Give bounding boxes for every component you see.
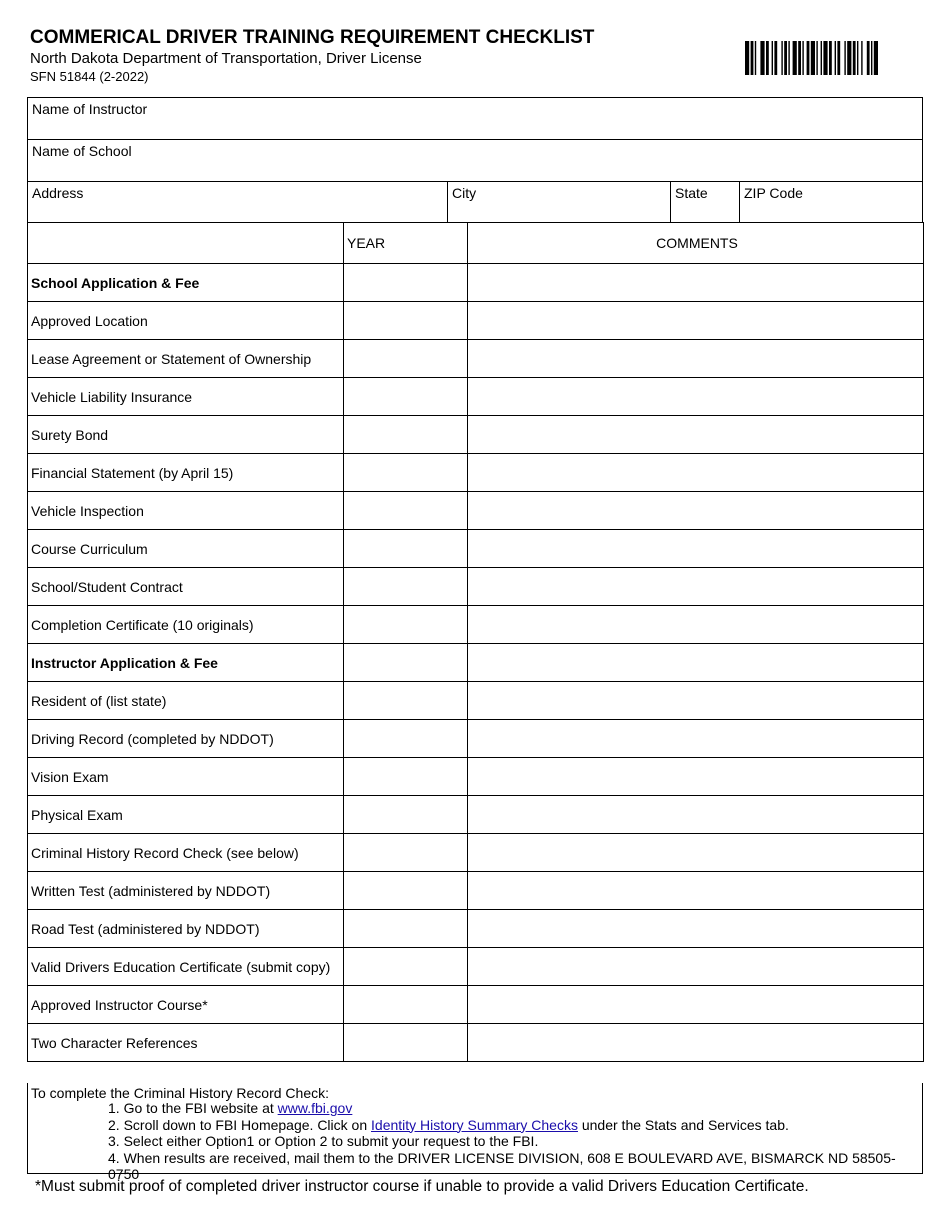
form-title: COMMERICAL DRIVER TRAINING REQUIREMENT CHECKLIST <box>30 27 595 48</box>
requirement-label: Resident of (list state) <box>28 682 344 720</box>
table-row <box>28 682 924 720</box>
requirement-label: Vehicle Liability Insurance <box>28 378 344 416</box>
form-number: SFN 51844 (2-2022) <box>30 69 149 84</box>
school-name-field[interactable] <box>28 140 922 182</box>
zip-field[interactable] <box>740 182 922 222</box>
comments-input-cell[interactable] <box>468 416 924 454</box>
barcode-image <box>745 41 911 75</box>
school-name-label: Name of School <box>32 143 132 159</box>
year-input-cell[interactable] <box>344 264 468 302</box>
fbi-website-link[interactable]: www.fbi.gov <box>277 1100 353 1116</box>
table-row <box>28 720 924 758</box>
table-row <box>28 986 924 1024</box>
table-row <box>28 302 924 340</box>
requirement-label: Written Test (administered by NDDOT) <box>28 872 344 910</box>
year-input-cell[interactable] <box>344 340 468 378</box>
year-input-cell[interactable] <box>344 986 468 1024</box>
requirement-label: Road Test (administered by NDDOT) <box>28 910 344 948</box>
header-year: YEAR <box>344 223 468 264</box>
requirement-label: Two Character References <box>28 1024 344 1062</box>
comments-input-cell[interactable] <box>468 1024 924 1062</box>
requirement-label: Criminal History Record Check (see below) <box>28 834 344 872</box>
table-row <box>28 264 924 302</box>
table-row <box>28 378 924 416</box>
state-field[interactable] <box>671 182 739 222</box>
checklist-table <box>27 222 924 1062</box>
year-input-cell[interactable] <box>344 834 468 872</box>
table-row <box>28 606 924 644</box>
year-input-cell[interactable] <box>344 416 468 454</box>
comments-input-cell[interactable] <box>468 492 924 530</box>
zip-label: ZIP Code <box>744 185 803 201</box>
comments-input-cell[interactable] <box>468 948 924 986</box>
instructions-intro: To complete the Criminal History Record Check: <box>31 1085 329 1101</box>
requirement-label: Instructor Application & Fee <box>28 644 344 682</box>
state-label: State <box>675 185 708 201</box>
requirement-label: School/Student Contract <box>28 568 344 606</box>
comments-input-cell[interactable] <box>468 720 924 758</box>
year-input-cell[interactable] <box>344 492 468 530</box>
comments-input-cell[interactable] <box>468 644 924 682</box>
table-row <box>28 758 924 796</box>
requirement-label: Physical Exam <box>28 796 344 834</box>
requirement-label: Lease Agreement or Statement of Ownership <box>28 340 344 378</box>
table-row <box>28 644 924 682</box>
comments-input-cell[interactable] <box>468 302 924 340</box>
city-label: City <box>452 185 477 201</box>
identity-history-link[interactable]: Identity History Summary Checks <box>371 1116 578 1133</box>
comments-input-cell[interactable] <box>468 796 924 834</box>
table-row <box>28 796 924 834</box>
comments-input-cell[interactable] <box>468 910 924 948</box>
instruction-step-2: 2. Scroll down to FBI Homepage. Click on Identity History Summary Checks under the Stats and Services tab. <box>108 1116 789 1133</box>
comments-input-cell[interactable] <box>468 872 924 910</box>
year-input-cell[interactable] <box>344 872 468 910</box>
comments-input-cell[interactable] <box>468 264 924 302</box>
table-row <box>28 910 924 948</box>
comments-input-cell[interactable] <box>468 454 924 492</box>
table-row <box>28 492 924 530</box>
instructor-name-field[interactable] <box>28 98 922 140</box>
requirement-label: Driving Record (completed by NDDOT) <box>28 720 344 758</box>
table-row <box>28 454 924 492</box>
year-input-cell[interactable] <box>344 530 468 568</box>
table-header-row <box>28 223 924 264</box>
year-input-cell[interactable] <box>344 796 468 834</box>
requirement-label: Vehicle Inspection <box>28 492 344 530</box>
city-field[interactable] <box>448 182 670 222</box>
year-input-cell[interactable] <box>344 644 468 682</box>
table-row <box>28 530 924 568</box>
comments-input-cell[interactable] <box>468 606 924 644</box>
address-field[interactable] <box>28 182 447 222</box>
year-input-cell[interactable] <box>344 758 468 796</box>
header-item-cell <box>28 223 344 264</box>
instructions-list <box>88 1100 922 1183</box>
table-row <box>28 340 924 378</box>
instructor-name-label: Name of Instructor <box>32 101 148 117</box>
year-input-cell[interactable] <box>344 948 468 986</box>
year-input-cell[interactable] <box>344 910 468 948</box>
requirement-label: Course Curriculum <box>28 530 344 568</box>
table-row <box>28 948 924 986</box>
requirement-label: School Application & Fee <box>28 264 344 302</box>
comments-input-cell[interactable] <box>468 834 924 872</box>
requirement-label: Approved Instructor Course* <box>28 986 344 1024</box>
table-row <box>28 834 924 872</box>
table-row <box>28 568 924 606</box>
requirement-label: Approved Location <box>28 302 344 340</box>
instruction-step-4: 4. When results are received, mail them to the DRIVER LICENSE DIVISION, 608 E BOULEVARD AVE, BISMARCK ND 58505-0750 <box>108 1149 896 1182</box>
requirement-label: Surety Bond <box>28 416 344 454</box>
criminal-history-instructions <box>27 1083 923 1182</box>
year-input-cell[interactable] <box>344 302 468 340</box>
comments-input-cell[interactable] <box>468 568 924 606</box>
year-input-cell[interactable] <box>344 682 468 720</box>
comments-input-cell[interactable] <box>468 340 924 378</box>
year-input-cell[interactable] <box>344 1024 468 1062</box>
comments-input-cell[interactable] <box>468 530 924 568</box>
instruction-step-1: 1. Go to the FBI website at www.fbi.gov <box>108 1100 353 1116</box>
department-name: North Dakota Department of Transportation, Driver License <box>30 50 422 67</box>
header-comments: COMMENTS <box>468 223 924 264</box>
comments-input-cell[interactable] <box>468 986 924 1024</box>
table-row <box>28 416 924 454</box>
requirement-label: Financial Statement (by April 15) <box>28 454 344 492</box>
year-input-cell[interactable] <box>344 568 468 606</box>
requirement-label: Valid Drivers Education Certificate (submit copy) <box>28 948 344 986</box>
requirement-label: Completion Certificate (10 originals) <box>28 606 344 644</box>
footnote: *Must submit proof of completed driver instructor course if unable to provide a valid Drivers Education Certificate. <box>35 1178 809 1195</box>
year-input-cell[interactable] <box>344 378 468 416</box>
table-row <box>28 872 924 910</box>
requirement-label: Vision Exam <box>28 758 344 796</box>
address-label: Address <box>32 185 84 201</box>
year-input-cell[interactable] <box>344 606 468 644</box>
comments-input-cell[interactable] <box>468 682 924 720</box>
info-box <box>27 97 923 223</box>
table-row <box>28 1024 924 1062</box>
year-input-cell[interactable] <box>344 720 468 758</box>
comments-input-cell[interactable] <box>468 758 924 796</box>
comments-input-cell[interactable] <box>468 378 924 416</box>
instruction-step-3: 3. Select either Option1 or Option 2 to submit your request to the FBI. <box>108 1133 539 1149</box>
year-input-cell[interactable] <box>344 454 468 492</box>
